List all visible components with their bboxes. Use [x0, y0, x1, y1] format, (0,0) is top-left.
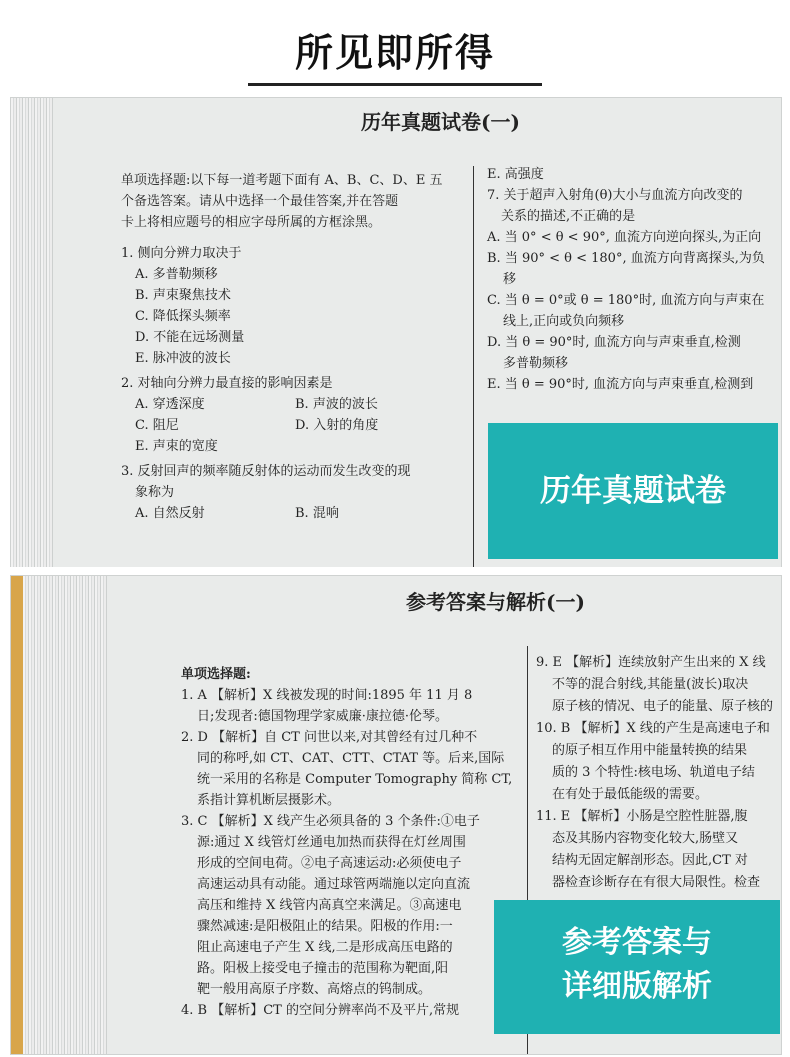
option: A. 穿透深度	[135, 397, 205, 412]
answers-title: 参考答案与解析(一)	[406, 590, 585, 614]
text-line: 线上,正向或负向频移	[503, 314, 625, 329]
page-stack-edge	[23, 576, 107, 1054]
answer-line: 4. B 【解析】CT 的空间分辨率尚不及平片,常规	[181, 1003, 460, 1018]
answer-line: 骤然减速:是阳极阻止的结果。阳极的作用:一	[197, 919, 453, 934]
text-line: 7. 关于超声入射角(θ)大小与血流方向改变的	[487, 188, 743, 203]
answer-line: 1. A 【解析】X 线被发现的时间:1895 年 11 月 8	[181, 688, 473, 703]
exam-left-column	[121, 170, 471, 528]
answer-line: 路。阳极上接受电子撞击的范围称为靶面,阳	[197, 961, 449, 976]
answer-line: 统一采用的名称是 Computer Tomography 简称 CT,	[197, 772, 513, 787]
text-line: C. 当 θ = 0°或 θ = 180°时, 血流方向与声束在	[487, 293, 765, 308]
book-spine	[11, 576, 23, 1054]
answer-line: 同的称呼,如 CT、CAT、CTT、CTAT 等。后来,国际	[197, 751, 505, 766]
option: B. 声波的波长	[295, 397, 378, 412]
answer-line: 的原子相互作用中能量转换的结果	[552, 743, 748, 758]
answer-line: 在有处于最低能级的需要。	[552, 787, 709, 802]
answer-line: 原子核的情况、电子的能量、原子核的	[552, 699, 774, 714]
answer-line: 10. B 【解析】X 线的产生是高速电子和	[536, 721, 770, 736]
instructions	[121, 170, 471, 233]
question-3	[121, 461, 471, 524]
answer-line: 高压和维持 X 线管内高真空来满足。③高速电	[197, 898, 462, 913]
option: D. 入射的角度	[295, 418, 379, 433]
answers-badge	[494, 900, 780, 1034]
header-title: 所见即所得	[294, 31, 495, 75]
header-underline	[248, 83, 542, 86]
option: A. 多普勒频移	[135, 267, 218, 282]
option: D. 不能在远场测量	[135, 330, 245, 345]
section-heading: 单项选择题:	[181, 667, 251, 682]
exam-title: 历年真题试卷(一)	[361, 110, 520, 134]
question-2	[121, 373, 471, 457]
page-stack-edge	[11, 98, 53, 568]
text-line: D. 当 θ = 90°时, 血流方向与声束垂直,检测	[487, 335, 741, 350]
option: A. 自然反射	[135, 506, 205, 521]
text-line: E. 当 θ = 90°时, 血流方向与声束垂直,检测到	[487, 377, 754, 392]
answer-line: 态及其肠内容物变化较大,肠壁又	[552, 831, 739, 846]
text-line: A. 当 0° < θ < 90°, 血流方向逆向探头,为正向	[487, 230, 762, 245]
answer-line: 11. E 【解析】小肠是空腔性脏器,腹	[536, 809, 748, 824]
option-grid	[121, 503, 471, 524]
answer-line: 9. E 【解析】连续放射产生出来的 X 线	[536, 655, 766, 670]
answer-line: 阻止高速电子产生 X 线,二是形成高压电路的	[197, 940, 453, 955]
question-1	[121, 243, 471, 369]
instruction-line: 个备选答案。请从中选择一个最佳答案,并在答题	[121, 194, 399, 209]
option-grid	[121, 394, 471, 457]
text-line: B. 当 90° < θ < 180°, 血流方向背离探头,为负	[487, 251, 765, 266]
question-stem: 3. 反射回声的频率随反射体的运动而发生改变的现	[121, 464, 411, 479]
exam-paper-badge: 历年真题试卷	[488, 423, 778, 559]
question-stem-cont: 象称为	[135, 485, 175, 500]
instruction-line: 单项选择题:以下每一道考题下面有 A、B、C、D、E 五	[121, 173, 443, 188]
text-line: E. 高强度	[487, 167, 544, 182]
option: B. 混响	[295, 506, 339, 521]
text-line: 移	[503, 272, 517, 287]
answer-line: 系指计算机断层摄影术。	[197, 793, 341, 808]
exam-right-column	[487, 164, 782, 395]
answer-line: 不等的混合射线,其能量(波长)取决	[552, 677, 749, 692]
option: C. 降低探头频率	[135, 309, 231, 324]
page-header	[0, 0, 790, 95]
text-line: 关系的描述,不正确的是	[501, 209, 636, 224]
answer-line: 源:通过 X 线管灯丝通电加热而获得在灯丝周围	[197, 835, 466, 850]
answer-line: 形成的空间电荷。②电子高速运动:必须使电子	[197, 856, 462, 871]
answer-line: 3. C 【解析】X 线产生必须具备的 3 个条件:①电子	[181, 814, 480, 829]
question-stem: 2. 对轴向分辨力最直接的影响因素是	[121, 376, 333, 391]
badge-line: 详细版解析	[562, 969, 712, 1004]
badge-line: 参考答案与	[562, 925, 712, 960]
option: B. 声束聚焦技术	[135, 288, 231, 303]
separator	[0, 567, 790, 575]
answer-line: 器检查诊断存在有很大局限性。检查	[552, 875, 761, 890]
instruction-line: 卡上将相应题号的相应字母所属的方框涂黑。	[121, 215, 382, 230]
option: C. 阻尼	[135, 418, 179, 433]
column-divider	[473, 166, 474, 569]
answers-right-column	[536, 652, 782, 894]
option: E. 声束的宽度	[135, 439, 218, 454]
answers-left-column	[181, 664, 521, 1021]
option: E. 脉冲波的波长	[135, 351, 231, 366]
answer-line: 日;发现者:德国物理学家威廉·康拉德·伦琴。	[197, 709, 449, 724]
answer-line: 高速运动具有动能。通过球管两端施以定向直流	[197, 877, 471, 892]
question-stem: 1. 侧向分辨力取决于	[121, 246, 242, 261]
text-line: 多普勒频移	[503, 356, 569, 371]
answer-line: 结构无固定解剖形态。因此,CT 对	[552, 853, 748, 868]
answer-line: 2. D 【解析】自 CT 问世以来,对其曾经有过几种不	[181, 730, 478, 745]
answer-line: 质的 3 个特性:核电场、轨道电子结	[552, 765, 755, 780]
answer-line: 靶一般用高原子序数、高熔点的钨制成。	[197, 982, 432, 997]
